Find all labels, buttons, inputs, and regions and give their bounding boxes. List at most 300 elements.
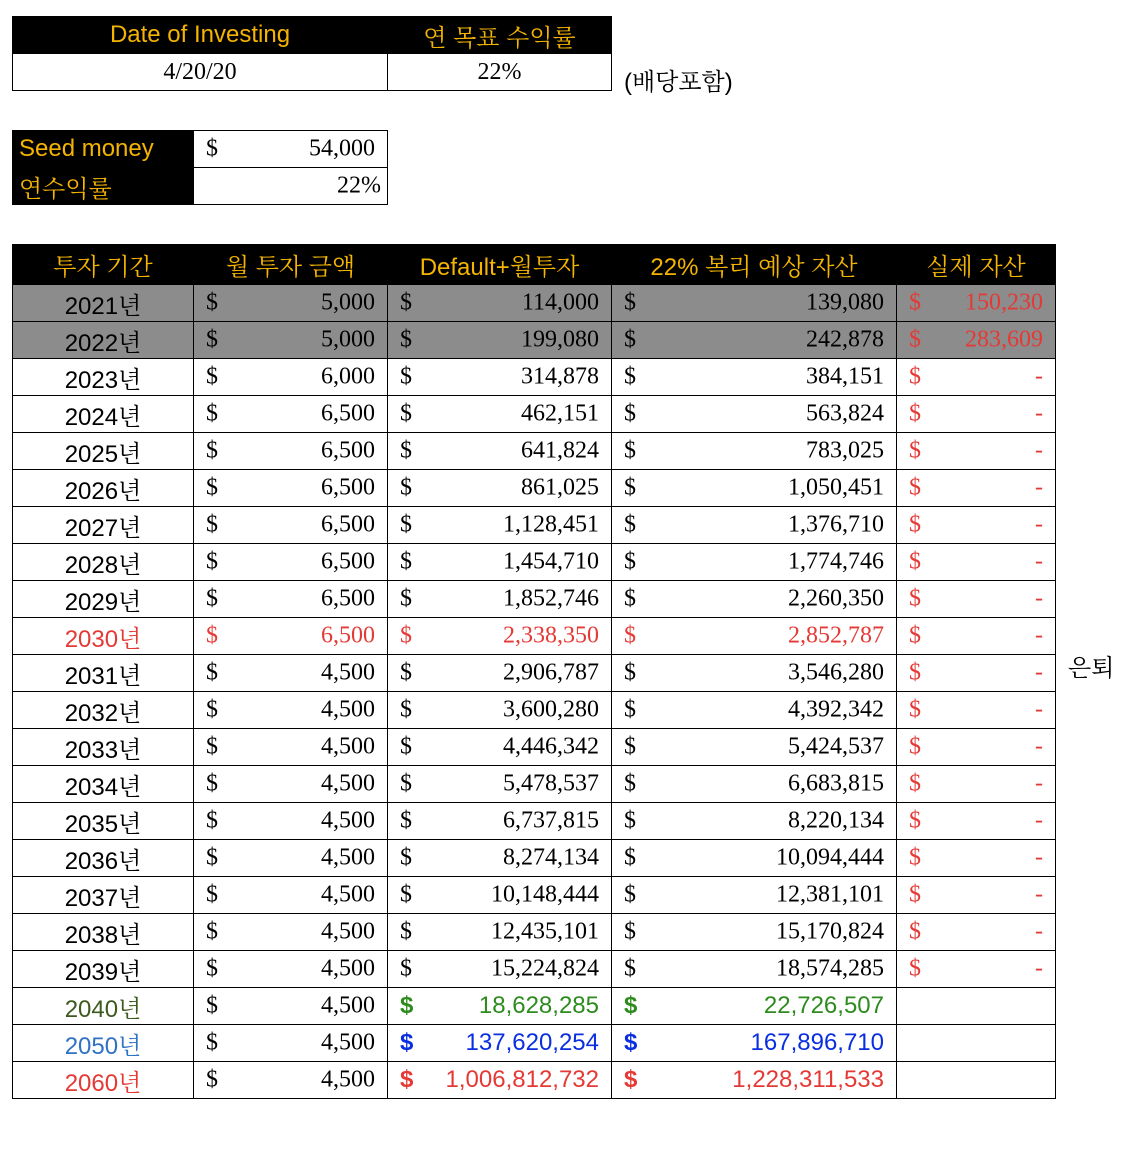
monthly-amount-value: 6,500	[321, 400, 375, 427]
currency-symbol: $	[624, 844, 636, 871]
expected-assets-value: 783,025	[806, 437, 884, 464]
currency-symbol: $	[909, 955, 921, 982]
currency-symbol: $	[206, 881, 218, 908]
table-row	[13, 359, 1056, 396]
actual-assets-value: -	[1035, 696, 1043, 723]
expected-assets-cell[interactable]	[612, 951, 897, 988]
actual-assets-value: -	[1035, 918, 1043, 945]
year-cell[interactable]: 2025년	[13, 433, 194, 470]
default-plus-monthly-value: 5,478,537	[503, 770, 599, 797]
default-plus-monthly-cell[interactable]	[388, 803, 612, 840]
default-plus-monthly-cell[interactable]	[388, 618, 612, 655]
expected-assets-cell[interactable]	[612, 655, 897, 692]
default-plus-monthly-value: 1,852,746	[503, 585, 599, 612]
actual-assets-cell[interactable]	[897, 1025, 1056, 1062]
expected-assets-cell[interactable]	[612, 544, 897, 581]
year-cell[interactable]: 2026년	[13, 470, 194, 507]
date-target-header-row	[13, 17, 612, 54]
table-row	[13, 766, 1056, 803]
monthly-amount-cell[interactable]	[194, 322, 388, 359]
currency-symbol: $	[206, 659, 218, 686]
currency-symbol: $	[624, 992, 638, 1019]
expected-assets-value: 3,546,280	[788, 659, 884, 686]
date-of-investing-value[interactable]: 4/20/20	[13, 54, 388, 91]
default-plus-monthly-value: 4,446,342	[503, 733, 599, 760]
monthly-amount-cell[interactable]	[194, 988, 388, 1025]
currency-symbol: $	[206, 1066, 218, 1093]
actual-assets-cell[interactable]	[897, 877, 1056, 914]
actual-assets-cell[interactable]	[897, 507, 1056, 544]
monthly-amount-cell[interactable]	[194, 840, 388, 877]
monthly-amount-cell[interactable]	[194, 877, 388, 914]
monthly-amount-value: 4,500	[321, 844, 375, 871]
currency-symbol: $	[624, 363, 636, 390]
currency-symbol: $	[400, 918, 412, 945]
year-cell[interactable]: 2022년	[13, 322, 194, 359]
table-row	[13, 396, 1056, 433]
actual-assets-cell[interactable]	[897, 396, 1056, 433]
default-plus-monthly-value: 2,338,350	[503, 622, 599, 649]
default-plus-monthly-value: 18,628,285	[478, 992, 599, 1019]
actual-assets-cell[interactable]	[897, 285, 1056, 322]
default-plus-monthly-cell[interactable]	[388, 396, 612, 433]
currency-symbol: $	[400, 289, 412, 316]
default-plus-monthly-value: 8,274,134	[503, 844, 599, 871]
currency-symbol: $	[400, 733, 412, 760]
currency-symbol: $	[206, 585, 218, 612]
currency-symbol: $	[624, 918, 636, 945]
table-row	[13, 914, 1056, 951]
monthly-amount-value: 6,500	[321, 622, 375, 649]
monthly-amount-cell[interactable]	[194, 692, 388, 729]
default-plus-monthly-value: 1,454,710	[503, 548, 599, 575]
currency-symbol: $	[624, 659, 636, 686]
actual-assets-cell[interactable]	[897, 729, 1056, 766]
default-plus-monthly-value: 114,000	[521, 289, 599, 316]
currency-symbol: $	[400, 474, 412, 501]
currency-symbol: $	[206, 400, 218, 427]
expected-assets-cell[interactable]	[612, 359, 897, 396]
currency-symbol: $	[400, 363, 412, 390]
actual-assets-cell[interactable]	[897, 322, 1056, 359]
currency-symbol: $	[206, 135, 218, 162]
actual-assets-value: -	[1035, 659, 1043, 686]
monthly-amount-cell[interactable]	[194, 766, 388, 803]
monthly-amount-cell[interactable]	[194, 729, 388, 766]
currency-symbol: $	[909, 659, 921, 686]
investment-projection-table	[12, 244, 1056, 1099]
currency-symbol: $	[909, 326, 921, 353]
year-cell[interactable]: 2027년	[13, 507, 194, 544]
currency-symbol: $	[400, 437, 412, 464]
monthly-amount-cell[interactable]	[194, 396, 388, 433]
currency-symbol: $	[206, 807, 218, 834]
expected-assets-value: 384,151	[806, 363, 884, 390]
table-row	[13, 877, 1056, 914]
year-cell[interactable]: 2028년	[13, 544, 194, 581]
currency-symbol: $	[624, 1029, 638, 1056]
currency-symbol: $	[400, 881, 412, 908]
default-plus-monthly-cell[interactable]	[388, 433, 612, 470]
actual-assets-cell[interactable]	[897, 803, 1056, 840]
default-plus-monthly-value: 12,435,101	[491, 918, 599, 945]
expected-assets-cell[interactable]	[612, 322, 897, 359]
actual-assets-cell[interactable]	[897, 470, 1056, 507]
target-return-label: 연 목표 수익률	[388, 17, 612, 54]
date-of-investing-label: Date of Investing	[13, 17, 388, 54]
currency-symbol: $	[400, 696, 412, 723]
table-row	[13, 322, 1056, 359]
actual-assets-cell[interactable]	[897, 951, 1056, 988]
year-cell[interactable]: 2023년	[13, 359, 194, 396]
expected-assets-value: 2,852,787	[788, 622, 884, 649]
currency-symbol: $	[624, 622, 636, 649]
currency-symbol: $	[206, 326, 218, 353]
dividend-included-note: (배당포함)	[624, 69, 733, 96]
actual-assets-cell[interactable]	[897, 1062, 1056, 1099]
actual-assets-cell[interactable]	[897, 655, 1056, 692]
date-target-value-row	[13, 54, 612, 91]
target-return-value[interactable]: 22%	[388, 54, 612, 91]
expected-assets-cell[interactable]	[612, 877, 897, 914]
expected-assets-value: 6,683,815	[788, 770, 884, 797]
default-plus-monthly-cell[interactable]	[388, 692, 612, 729]
monthly-amount-cell[interactable]	[194, 470, 388, 507]
monthly-amount-cell[interactable]	[194, 803, 388, 840]
currency-symbol: $	[624, 289, 636, 316]
actual-assets-value: 150,230	[965, 289, 1043, 316]
year-cell[interactable]: 2021년	[13, 285, 194, 322]
table-row	[13, 692, 1056, 729]
year-cell[interactable]: 2032년	[13, 692, 194, 729]
currency-symbol: $	[206, 363, 218, 390]
actual-assets-value: -	[1035, 511, 1043, 538]
monthly-amount-cell[interactable]	[194, 1025, 388, 1062]
currency-symbol: $	[624, 474, 636, 501]
seed-money-value-cell[interactable]	[194, 131, 388, 168]
currency-symbol: $	[624, 881, 636, 908]
default-plus-monthly-cell[interactable]	[388, 1025, 612, 1062]
monthly-amount-value: 4,500	[321, 696, 375, 723]
actual-assets-cell[interactable]	[897, 581, 1056, 618]
default-plus-monthly-cell[interactable]	[388, 544, 612, 581]
monthly-amount-cell[interactable]	[194, 359, 388, 396]
table-row	[13, 618, 1056, 655]
currency-symbol: $	[624, 437, 636, 464]
expected-assets-cell[interactable]	[612, 396, 897, 433]
actual-assets-value: -	[1035, 881, 1043, 908]
expected-assets-value: 167,896,710	[750, 1029, 884, 1056]
monthly-amount-cell[interactable]	[194, 914, 388, 951]
default-plus-monthly-cell[interactable]	[388, 1062, 612, 1099]
currency-symbol: $	[909, 400, 921, 427]
currency-symbol: $	[206, 622, 218, 649]
table-row	[13, 285, 1056, 322]
currency-symbol: $	[206, 992, 218, 1019]
monthly-amount-value: 6,500	[321, 474, 375, 501]
monthly-amount-value: 4,500	[321, 659, 375, 686]
monthly-amount-cell[interactable]	[194, 507, 388, 544]
currency-symbol: $	[206, 289, 218, 316]
currency-symbol: $	[624, 955, 636, 982]
currency-symbol: $	[400, 1029, 414, 1056]
seed-money-value: 54,000	[309, 135, 375, 162]
monthly-amount-value: 4,500	[321, 770, 375, 797]
monthly-amount-value: 6,500	[321, 548, 375, 575]
currency-symbol: $	[206, 770, 218, 797]
year-cell[interactable]: 2038년	[13, 914, 194, 951]
default-plus-monthly-value: 3,600,280	[503, 696, 599, 723]
currency-symbol: $	[400, 622, 412, 649]
monthly-amount-cell[interactable]	[194, 581, 388, 618]
currency-symbol: $	[624, 770, 636, 797]
currency-symbol: $	[400, 511, 412, 538]
year-cell[interactable]: 2035년	[13, 803, 194, 840]
expected-assets-cell[interactable]	[612, 1025, 897, 1062]
actual-assets-value: -	[1035, 733, 1043, 760]
currency-symbol: $	[206, 437, 218, 464]
expected-assets-cell[interactable]	[612, 803, 897, 840]
year-cell[interactable]: 2030년	[13, 618, 194, 655]
default-plus-monthly-cell[interactable]	[388, 951, 612, 988]
actual-assets-cell[interactable]	[897, 433, 1056, 470]
monthly-amount-cell[interactable]	[194, 655, 388, 692]
actual-assets-cell[interactable]	[897, 544, 1056, 581]
expected-assets-cell[interactable]	[612, 433, 897, 470]
default-plus-monthly-value: 1,128,451	[503, 511, 599, 538]
expected-assets-value: 1,376,710	[788, 511, 884, 538]
table-row	[13, 544, 1056, 581]
year-cell[interactable]: 2033년	[13, 729, 194, 766]
expected-assets-value: 10,094,444	[776, 844, 884, 871]
default-plus-monthly-cell[interactable]	[388, 729, 612, 766]
default-plus-monthly-cell[interactable]	[388, 914, 612, 951]
expected-assets-cell[interactable]	[612, 988, 897, 1025]
expected-assets-value: 5,424,537	[788, 733, 884, 760]
actual-assets-cell[interactable]	[897, 914, 1056, 951]
table-row	[13, 507, 1056, 544]
default-plus-monthly-value: 199,080	[521, 326, 599, 353]
currency-symbol: $	[624, 733, 636, 760]
currency-symbol: $	[909, 881, 921, 908]
default-plus-monthly-cell[interactable]	[388, 581, 612, 618]
currency-symbol: $	[624, 1066, 638, 1093]
currency-symbol: $	[624, 585, 636, 612]
expected-assets-value: 22,726,507	[763, 992, 884, 1019]
expected-assets-cell[interactable]	[612, 618, 897, 655]
monthly-amount-value: 4,500	[321, 881, 375, 908]
annual-return-row	[13, 168, 388, 205]
annual-return-value: 22%	[337, 172, 381, 199]
monthly-amount-cell[interactable]	[194, 951, 388, 988]
default-plus-monthly-value: 861,025	[521, 474, 599, 501]
monthly-amount-value: 5,000	[321, 326, 375, 353]
default-plus-monthly-cell[interactable]	[388, 470, 612, 507]
year-cell[interactable]: 2039년	[13, 951, 194, 988]
expected-assets-cell[interactable]	[612, 285, 897, 322]
currency-symbol: $	[909, 844, 921, 871]
default-plus-monthly-value: 462,151	[521, 400, 599, 427]
currency-symbol: $	[909, 622, 921, 649]
actual-assets-value: -	[1035, 844, 1043, 871]
default-plus-monthly-cell[interactable]	[388, 877, 612, 914]
currency-symbol: $	[909, 807, 921, 834]
monthly-amount-value: 4,500	[321, 918, 375, 945]
table-row	[13, 470, 1056, 507]
default-plus-monthly-value: 137,620,254	[465, 1029, 599, 1056]
expected-assets-value: 1,774,746	[788, 548, 884, 575]
expected-assets-value: 1,050,451	[788, 474, 884, 501]
monthly-amount-value: 4,500	[321, 1029, 375, 1056]
currency-symbol: $	[909, 696, 921, 723]
default-plus-monthly-value: 10,148,444	[491, 881, 599, 908]
default-plus-monthly-cell[interactable]	[388, 840, 612, 877]
expected-assets-cell[interactable]	[612, 840, 897, 877]
actual-assets-cell[interactable]	[897, 988, 1056, 1025]
currency-symbol: $	[909, 511, 921, 538]
expected-assets-cell[interactable]	[612, 766, 897, 803]
currency-symbol: $	[400, 326, 412, 353]
table-row	[13, 1025, 1056, 1062]
table-row	[13, 988, 1056, 1025]
currency-symbol: $	[206, 511, 218, 538]
table-row	[13, 803, 1056, 840]
currency-symbol: $	[400, 659, 412, 686]
expected-assets-value: 242,878	[806, 326, 884, 353]
expected-assets-value: 8,220,134	[788, 807, 884, 834]
year-cell[interactable]: 2060년	[13, 1062, 194, 1099]
currency-symbol: $	[206, 1029, 218, 1056]
currency-symbol: $	[400, 1066, 414, 1093]
expected-assets-value: 563,824	[806, 400, 884, 427]
default-plus-monthly-cell[interactable]	[388, 322, 612, 359]
seed-money-label: Seed money	[13, 131, 194, 168]
default-plus-monthly-cell[interactable]	[388, 507, 612, 544]
header-expected-assets: 22% 복리 예상 자산	[612, 245, 897, 285]
annual-return-value-cell[interactable]	[194, 168, 388, 205]
table-row	[13, 655, 1056, 692]
monthly-amount-cell[interactable]	[194, 618, 388, 655]
year-cell[interactable]: 2029년	[13, 581, 194, 618]
default-plus-monthly-cell[interactable]	[388, 285, 612, 322]
currency-symbol: $	[400, 955, 412, 982]
monthly-amount-value: 6,500	[321, 585, 375, 612]
currency-symbol: $	[909, 289, 921, 316]
expected-assets-value: 12,381,101	[776, 881, 884, 908]
table-row	[13, 581, 1056, 618]
actual-assets-cell[interactable]	[897, 359, 1056, 396]
monthly-amount-value: 5,000	[321, 289, 375, 316]
monthly-amount-value: 4,500	[321, 1066, 375, 1093]
expected-assets-value: 18,574,285	[776, 955, 884, 982]
default-plus-monthly-cell[interactable]	[388, 359, 612, 396]
currency-symbol: $	[624, 400, 636, 427]
currency-symbol: $	[400, 844, 412, 871]
monthly-amount-cell[interactable]	[194, 1062, 388, 1099]
currency-symbol: $	[909, 437, 921, 464]
table-row	[13, 433, 1056, 470]
currency-symbol: $	[400, 807, 412, 834]
default-plus-monthly-cell[interactable]	[388, 988, 612, 1025]
actual-assets-value: -	[1035, 474, 1043, 501]
expected-assets-cell[interactable]	[612, 1062, 897, 1099]
default-plus-monthly-value: 2,906,787	[503, 659, 599, 686]
expected-assets-cell[interactable]	[612, 507, 897, 544]
year-cell[interactable]: 2024년	[13, 396, 194, 433]
currency-symbol: $	[206, 918, 218, 945]
currency-symbol: $	[206, 696, 218, 723]
header-default-plus-monthly: Default+월투자	[388, 245, 612, 285]
currency-symbol: $	[624, 807, 636, 834]
actual-assets-cell[interactable]	[897, 766, 1056, 803]
actual-assets-value: -	[1035, 585, 1043, 612]
currency-symbol: $	[624, 696, 636, 723]
table-row	[13, 951, 1056, 988]
year-cell[interactable]: 2031년	[13, 655, 194, 692]
table-row	[13, 1062, 1056, 1099]
actual-assets-cell[interactable]	[897, 692, 1056, 729]
year-cell[interactable]: 2036년	[13, 840, 194, 877]
default-plus-monthly-value: 314,878	[521, 363, 599, 390]
default-plus-monthly-cell[interactable]	[388, 655, 612, 692]
monthly-amount-cell[interactable]	[194, 544, 388, 581]
retirement-note: 은퇴	[1068, 655, 1115, 682]
year-cell[interactable]: 2037년	[13, 877, 194, 914]
currency-symbol: $	[206, 733, 218, 760]
monthly-amount-value: 6,000	[321, 363, 375, 390]
date-target-table	[12, 16, 612, 91]
expected-assets-value: 139,080	[806, 289, 884, 316]
default-plus-monthly-value: 641,824	[521, 437, 599, 464]
year-cell[interactable]: 2034년	[13, 766, 194, 803]
table-row	[13, 840, 1056, 877]
header-monthly-amount: 월 투자 금액	[194, 245, 388, 285]
annual-return-label: 연수익률	[13, 168, 194, 205]
currency-symbol: $	[206, 844, 218, 871]
currency-symbol: $	[206, 955, 218, 982]
expected-assets-cell[interactable]	[612, 692, 897, 729]
year-cell[interactable]: 2040년	[13, 988, 194, 1025]
currency-symbol: $	[400, 400, 412, 427]
actual-assets-value: -	[1035, 548, 1043, 575]
currency-symbol: $	[400, 770, 412, 797]
actual-assets-value: -	[1035, 363, 1043, 390]
expected-assets-value: 15,170,824	[776, 918, 884, 945]
currency-symbol: $	[909, 548, 921, 575]
expected-assets-cell[interactable]	[612, 729, 897, 766]
monthly-amount-value: 4,500	[321, 992, 375, 1019]
expected-assets-cell[interactable]	[612, 470, 897, 507]
default-plus-monthly-cell[interactable]	[388, 766, 612, 803]
monthly-amount-cell[interactable]	[194, 433, 388, 470]
currency-symbol: $	[400, 992, 414, 1019]
currency-symbol: $	[400, 548, 412, 575]
currency-symbol: $	[206, 474, 218, 501]
actual-assets-value: -	[1035, 437, 1043, 464]
monthly-amount-cell[interactable]	[194, 285, 388, 322]
actual-assets-cell[interactable]	[897, 840, 1056, 877]
actual-assets-cell[interactable]	[897, 618, 1056, 655]
currency-symbol: $	[909, 770, 921, 797]
expected-assets-cell[interactable]	[612, 581, 897, 618]
header-investment-period: 투자 기간	[13, 245, 194, 285]
actual-assets-value: -	[1035, 622, 1043, 649]
table-row	[13, 729, 1056, 766]
currency-symbol: $	[909, 733, 921, 760]
year-cell[interactable]: 2050년	[13, 1025, 194, 1062]
monthly-amount-value: 4,500	[321, 955, 375, 982]
expected-assets-cell[interactable]	[612, 914, 897, 951]
